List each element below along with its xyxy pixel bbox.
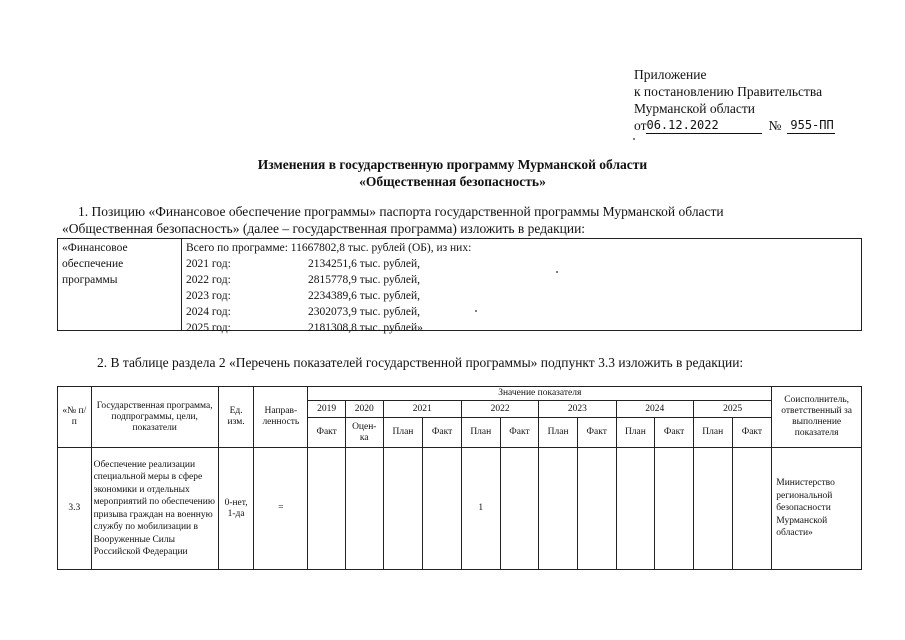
financing-year: 2023 год: bbox=[186, 290, 231, 302]
appendix-decree: к постановлению Правительства bbox=[634, 84, 823, 99]
cell-2021-fact bbox=[423, 448, 462, 570]
financing-label: «Финансовое обеспечение программы bbox=[58, 239, 182, 330]
scan-speck bbox=[633, 138, 635, 140]
indicators-table bbox=[57, 386, 862, 570]
header-year: 2023 bbox=[539, 401, 616, 418]
appendix-region: Мурманской области bbox=[634, 101, 755, 116]
decree-date: 06.12.2022 bbox=[646, 118, 762, 134]
financing-amount: 2302073,9 тыс. рублей, bbox=[308, 306, 420, 318]
scan-speck bbox=[556, 271, 558, 273]
financing-table bbox=[57, 238, 862, 334]
subheader-estimate: Оцен-ка bbox=[345, 418, 383, 448]
financing-year: 2024 год: bbox=[186, 306, 231, 318]
header-value-group: Значение показателя bbox=[308, 387, 772, 401]
financing-row bbox=[186, 272, 857, 288]
header-responsible: Соисполнитель, ответственный за выполнение показателя bbox=[772, 387, 862, 448]
header-num: «№ п/п bbox=[58, 387, 92, 448]
row-num: 3.3 bbox=[58, 448, 92, 570]
financing-row bbox=[186, 256, 857, 272]
header-year: 2025 bbox=[693, 401, 771, 418]
financing-row bbox=[186, 304, 857, 320]
table-row bbox=[58, 448, 862, 570]
financing-row bbox=[186, 288, 857, 304]
financing-year: 2022 год: bbox=[186, 274, 231, 286]
financing-year: 2021 год: bbox=[186, 258, 231, 270]
subheader-plan: План bbox=[383, 418, 423, 448]
subheader-plan: План bbox=[539, 418, 578, 448]
cell-2024-fact bbox=[655, 448, 694, 570]
paragraph-1-line-1: 1. Позицию «Финансовое обеспечение программы» паспорта государственной программы Мурманской области bbox=[78, 204, 724, 219]
appendix-block bbox=[634, 66, 835, 134]
subheader-fact: Факт bbox=[732, 418, 772, 448]
cell-2022-plan: 1 bbox=[461, 448, 500, 570]
document-subtitle: «Общественная безопасность» bbox=[359, 174, 546, 189]
decree-number: 955-ПП bbox=[787, 118, 835, 134]
cell-2019-fact bbox=[308, 448, 346, 570]
financing-amount: 2815778,9 тыс. рублей, bbox=[308, 274, 420, 286]
subheader-plan: План bbox=[616, 418, 655, 448]
cell-2022-fact bbox=[500, 448, 539, 570]
paragraph-1-line-2: «Общественная безопасность» (далее – государственная программа) изложить в редакции: bbox=[62, 221, 586, 236]
financing-total: Всего по программе: 11667802,8 тыс. рублей (ОБ), из них: bbox=[186, 242, 472, 254]
header-year: 2021 bbox=[383, 401, 461, 418]
date-prefix: от bbox=[634, 118, 647, 133]
subheader-fact: Факт bbox=[308, 418, 346, 448]
paragraph-2: 2. В таблице раздела 2 «Перечень показателей государственной программы» подпункт 3.3 изложить в редакции: bbox=[97, 355, 744, 370]
cell-2023-plan bbox=[539, 448, 578, 570]
row-unit: 0-нет, 1-да bbox=[218, 448, 254, 570]
subheader-fact: Факт bbox=[423, 418, 462, 448]
financing-data bbox=[182, 239, 861, 334]
header-year: 2024 bbox=[616, 401, 693, 418]
financing-amount: 2234389,6 тыс. рублей, bbox=[308, 290, 420, 302]
appendix-title: Приложение bbox=[634, 67, 707, 82]
subheader-fact: Факт bbox=[500, 418, 539, 448]
paragraph-1 bbox=[62, 203, 847, 237]
row-program: Обеспечение реализации специальной меры в сфере экономики и отдельных мероприятий по обеспечению призыва граждан на военную службу по мобилизации в Вооруженные Силы Российской Федерации bbox=[91, 448, 218, 570]
scan-speck bbox=[475, 310, 477, 312]
cell-2025-fact bbox=[732, 448, 772, 570]
subheader-fact: Факт bbox=[577, 418, 616, 448]
appendix-date-row bbox=[634, 117, 835, 134]
cell-2020-estimate bbox=[345, 448, 383, 570]
cell-2024-plan bbox=[616, 448, 655, 570]
subheader-fact: Факт bbox=[655, 418, 694, 448]
financing-amount: 2181308,8 тыс. рублей» bbox=[308, 322, 423, 334]
header-year: 2022 bbox=[461, 401, 538, 418]
header-program: Государственная программа, подпрограммы, цели, показатели bbox=[91, 387, 218, 448]
row-responsible: Министерство региональной безопасности Мурманской области» bbox=[772, 448, 862, 570]
document-title: Изменения в государственную программу Мурманской области bbox=[257, 157, 648, 172]
financing-amount: 2134251,6 тыс. рублей, bbox=[308, 258, 420, 270]
header-unit: Ед. изм. bbox=[218, 387, 254, 448]
header-direction: Направ-ленность bbox=[254, 387, 308, 448]
financing-year: 2025 год: bbox=[186, 322, 231, 334]
row-direction: = bbox=[254, 448, 308, 570]
header-year: 2019 bbox=[308, 401, 346, 418]
cell-2025-plan bbox=[693, 448, 732, 570]
cell-2023-fact bbox=[577, 448, 616, 570]
subheader-plan: План bbox=[461, 418, 500, 448]
financing-row bbox=[186, 320, 857, 336]
number-sign: № bbox=[768, 118, 782, 133]
subheader-plan: План bbox=[693, 418, 732, 448]
cell-2021-plan bbox=[383, 448, 423, 570]
header-year: 2020 bbox=[345, 401, 383, 418]
